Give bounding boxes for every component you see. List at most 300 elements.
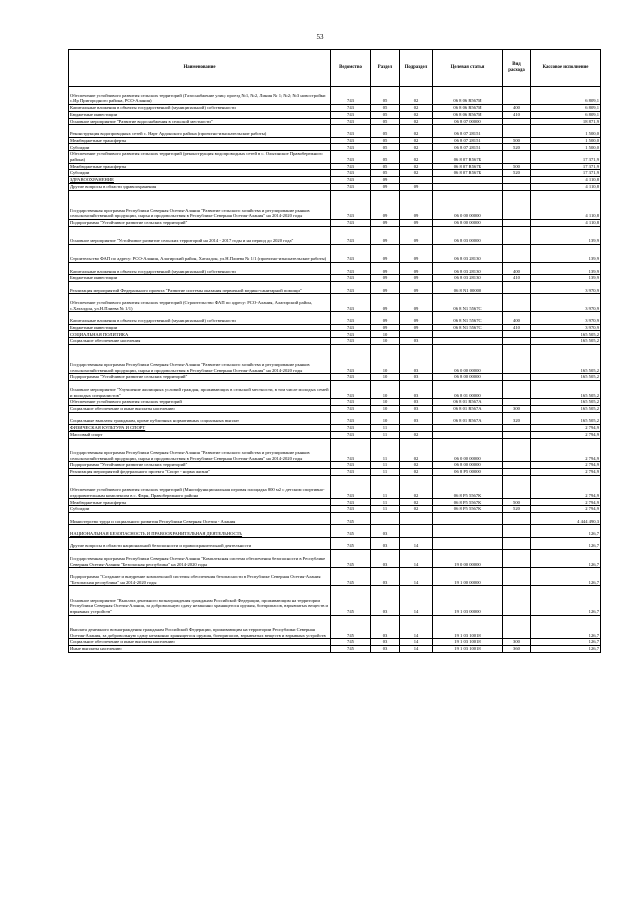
cell-target-article: 06 8 00 00000 (433, 219, 503, 226)
cell-expense-type (503, 190, 531, 219)
cell-expense-type (503, 331, 531, 338)
table-row (69, 244, 601, 262)
table-row (69, 87, 601, 105)
cell-section: 05 (371, 144, 400, 151)
table-row (69, 262, 601, 274)
cell-subsection: 02 (400, 438, 433, 462)
cell-expense-type: 400 (503, 262, 531, 274)
cell-name: Капитальные вложения в объекты государственной (муниципальной) собственности (69, 312, 331, 324)
cell-expense-type (503, 294, 531, 312)
cell-expense-type: 320 (503, 412, 531, 424)
cell-name: Основное мероприятие "Выплата денежного вознаграждения гражданам Российской Федерации, проживающим на территории Республики Северная Осетия-Алания, за добровольную сдачу незаконно хранящегося оружия, боеприпасов, взрывчатых веществ и взрывных устройств" (69, 586, 331, 615)
cell-name: Основное мероприятие "Улучшение жилищных условий граждан, проживающих в сельской местности, в том числе молодых семей и молодых специалистов" (69, 381, 331, 399)
cell-section: 03 (371, 586, 400, 615)
table-row (69, 190, 601, 219)
cell-section: 05 (371, 125, 400, 137)
cell-target-article: 19 1 00 00000 (433, 568, 503, 586)
cell-target-article (433, 331, 503, 338)
cell-subsection (400, 512, 433, 524)
header-section: Раздел (371, 50, 400, 87)
cell-section: 03 (371, 645, 400, 652)
cell-target-article: 06 8 N1 5567С (433, 312, 503, 324)
cell-cash-execution: 2 794,9 (531, 475, 601, 499)
cell-subsection: 03 (400, 412, 433, 424)
cell-ministry: 743 (331, 412, 371, 424)
cell-subsection: 14 (400, 537, 433, 549)
cell-name: Межбюджетные трансферты (69, 499, 331, 506)
cell-target-article: 06 8 07 R567Б (433, 170, 503, 177)
cell-subsection: 03 (400, 344, 433, 373)
cell-name: Другие вопросы в области здравоохранения (69, 183, 331, 190)
cell-ministry: 745 (331, 550, 371, 568)
cell-subsection: 09 (400, 183, 433, 190)
cell-target-article: 06 8 P5 5567К (433, 499, 503, 506)
cell-ministry: 743 (331, 118, 371, 125)
cell-name: Обеспечение устойчивого развития сельских территорий (Многофункциональная игровая площадка 800 м2 с детским спортивно-оздоровительным комплексом в с. Фарн, Правобережного района (69, 475, 331, 499)
cell-section: 03 (371, 537, 400, 549)
table-row (69, 170, 601, 177)
cell-name: Социальное обеспечение населения (69, 338, 331, 345)
table-row (69, 512, 601, 524)
cell-cash-execution: 2 794,9 (531, 468, 601, 475)
cell-subsection: 02 (400, 462, 433, 469)
cell-target-article (433, 183, 503, 190)
cell-ministry: 743 (331, 281, 371, 293)
cell-ministry: 745 (331, 645, 371, 652)
cell-cash-execution: 2 794,9 (531, 506, 601, 513)
cell-target-article: 06 8 07 R567Б (433, 163, 503, 170)
table-row (69, 438, 601, 462)
cell-section: 03 (371, 525, 400, 537)
cell-subsection: 02 (400, 151, 433, 163)
table-row (69, 399, 601, 406)
cell-name: ЗДРАВООХРАНЕНИЕ (69, 177, 331, 184)
table-row (69, 462, 601, 469)
cell-cash-execution: 3 970,9 (531, 294, 601, 312)
cell-cash-execution: 6 809,1 (531, 105, 601, 112)
cell-name: Социальные выплаты гражданам, кроме публичных нормативных социальных выплат (69, 412, 331, 424)
cell-name: Государственная программа Республики Северная Осетия-Алания "Развитие сельского хозяйства и регулирование рынков сельскохозяйственной продукции, сырья и продовольствия в Республике Северная Осетия-Алания" на 2014-2020 годы (69, 190, 331, 219)
cell-section: 10 (371, 405, 400, 412)
cell-name: Обеспечение устойчивого развития сельских территорий (Газоснабжение улиц: проезд №1, №2, Линия № 1; №2; №3 новостройки с.Ир Пригородного района, РСО-Алания) (69, 87, 331, 105)
cell-name: Подпрограмма "Устойчивое развитие сельских территорий" (69, 374, 331, 381)
table-row (69, 294, 601, 312)
cell-subsection: 02 (400, 170, 433, 177)
cell-expense-type: 300 (503, 405, 531, 412)
cell-name: Обеспечение устойчивого развития сельских территорий (69, 399, 331, 406)
cell-cash-execution: 6 809,1 (531, 87, 601, 105)
cell-ministry: 743 (331, 468, 371, 475)
cell-section: 11 (371, 468, 400, 475)
cell-ministry: 743 (331, 226, 371, 244)
cell-subsection: 09 (400, 324, 433, 331)
table-row (69, 312, 601, 324)
cell-target-article (433, 525, 503, 537)
cell-subsection: 02 (400, 137, 433, 144)
cell-cash-execution: 165 505,2 (531, 405, 601, 412)
cell-cash-execution: 126,7 (531, 525, 601, 537)
cell-subsection: 09 (400, 275, 433, 282)
table-row (69, 412, 601, 424)
cell-target-article: 06 8 00 00000 (433, 462, 503, 469)
budget-table (68, 49, 601, 653)
table-row (69, 525, 601, 537)
cell-subsection: 09 (400, 226, 433, 244)
cell-ministry: 745 (331, 639, 371, 646)
cell-expense-type (503, 462, 531, 469)
cell-expense-type (503, 344, 531, 373)
cell-section: 11 (371, 499, 400, 506)
cell-ministry: 743 (331, 275, 371, 282)
cell-cash-execution: 165 505,2 (531, 338, 601, 345)
cell-ministry: 743 (331, 381, 371, 399)
cell-name: Межбюджетные трансферты (69, 137, 331, 144)
cell-ministry: 743 (331, 405, 371, 412)
cell-subsection: 03 (400, 338, 433, 345)
cell-cash-execution: 1 500,0 (531, 144, 601, 151)
cell-target-article: 06 8 N1 00000 (433, 281, 503, 293)
cell-cash-execution: 1 500,0 (531, 125, 601, 137)
table-row (69, 615, 601, 639)
cell-section: 10 (371, 344, 400, 373)
cell-section: 09 (371, 244, 400, 262)
cell-expense-type (503, 118, 531, 125)
cell-section: 09 (371, 294, 400, 312)
cell-cash-execution: 18 871,9 (531, 118, 601, 125)
cell-section: 05 (371, 105, 400, 112)
cell-ministry: 743 (331, 219, 371, 226)
cell-name: Основное мероприятие "Развитие водоснабжения в сельской местности" (69, 118, 331, 125)
cell-subsection: 09 (400, 262, 433, 274)
cell-cash-execution: 126,7 (531, 550, 601, 568)
cell-subsection: 09 (400, 281, 433, 293)
cell-section: 11 (371, 431, 400, 438)
cell-name: Государственная программа Республики Северная Осетия-Алания "Развитие сельского хозяйства и регулирование рынков сельскохозяйственной продукции, сырья и продовольствия в Республике Северная Осетия-Алания" на 2014-2020 годы (69, 344, 331, 373)
cell-name: Социальное обеспечение и иные выплаты населению (69, 405, 331, 412)
table-row (69, 374, 601, 381)
table-row (69, 431, 601, 438)
table-row (69, 550, 601, 568)
cell-subsection: 03 (400, 405, 433, 412)
cell-cash-execution: 17 371,9 (531, 163, 601, 170)
cell-ministry: 743 (331, 87, 371, 105)
cell-name: Обеспечение устойчивого развития сельских территорий (Строительство ФАП по адресу: РСО-Алания, Алагирский район, с.Хаталдон, ул.Н.Плиева № 1/1) (69, 294, 331, 312)
cell-ministry: 743 (331, 151, 371, 163)
cell-cash-execution: 4 110,8 (531, 190, 601, 219)
cell-expense-type (503, 431, 531, 438)
cell-subsection: 02 (400, 125, 433, 137)
table-row (69, 499, 601, 506)
cell-subsection: 02 (400, 111, 433, 118)
cell-subsection (400, 177, 433, 184)
cell-name: Реконструкция водопроводных сетей с. Нарт Ардонского района (проектно-изыскательские работы) (69, 125, 331, 137)
cell-ministry: 743 (331, 506, 371, 513)
cell-subsection: 09 (400, 190, 433, 219)
cell-expense-type (503, 244, 531, 262)
cell-subsection: 02 (400, 87, 433, 105)
cell-name: Бюджетные инвестиции (69, 111, 331, 118)
table-row (69, 163, 601, 170)
table-row (69, 331, 601, 338)
cell-expense-type (503, 475, 531, 499)
cell-target-article: 19 1 03 10018 (433, 639, 503, 646)
cell-target-article: 06 0 00 00000 (433, 190, 503, 219)
cell-ministry: 745 (331, 615, 371, 639)
cell-name: Подпрограмма "Создание и внедрение комплексной системы обеспечения безопасности в Республике Северная Осетия-Алания "Безопасная республика" на 2014-2020 годы (69, 568, 331, 586)
cell-expense-type (503, 615, 531, 639)
cell-expense-type (503, 399, 531, 406)
cell-name: Иные выплаты населению (69, 645, 331, 652)
cell-subsection: 03 (400, 381, 433, 399)
cell-cash-execution: 4 110,8 (531, 177, 601, 184)
cell-target-article: 06 8 07 28151 (433, 125, 503, 137)
cell-ministry: 743 (331, 331, 371, 338)
cell-target-article: 06 8 06 R567И (433, 87, 503, 105)
cell-expense-type: 360 (503, 645, 531, 652)
cell-ministry: 743 (331, 399, 371, 406)
header-cash-execution: Кассовое исполнение (531, 50, 601, 87)
cell-section: 09 (371, 177, 400, 184)
cell-cash-execution: 165 505,2 (531, 331, 601, 338)
cell-section: 05 (371, 163, 400, 170)
header-target-article: Целевая статья (433, 50, 503, 87)
cell-subsection: 02 (400, 431, 433, 438)
cell-section: 09 (371, 226, 400, 244)
header-name: Наименование (69, 50, 331, 87)
cell-target-article: 06 8 07 28151 (433, 137, 503, 144)
table-row (69, 219, 601, 226)
cell-target-article: 06 8 06 R567И (433, 111, 503, 118)
cell-expense-type (503, 183, 531, 190)
cell-cash-execution: 126,7 (531, 586, 601, 615)
cell-expense-type: 400 (503, 105, 531, 112)
cell-cash-execution: 3 970,9 (531, 281, 601, 293)
cell-cash-execution: 165 505,2 (531, 344, 601, 373)
cell-name: Министерство труда и социального развития Республики Северная Осетия - Алания (69, 512, 331, 524)
cell-ministry: 743 (331, 244, 371, 262)
cell-name: Государственная программа Республики Северная Осетия-Алания "Развитие сельского хозяйства и регулирование рынков сельскохозяйственной продукции, сырья и продовольствия в Республике Северная Осетия-Алания" на 2014-2020 годы (69, 438, 331, 462)
table-row (69, 118, 601, 125)
cell-section: 09 (371, 275, 400, 282)
cell-cash-execution: 2 794,9 (531, 462, 601, 469)
cell-expense-type: 500 (503, 499, 531, 506)
cell-section: 10 (371, 412, 400, 424)
cell-subsection: 14 (400, 645, 433, 652)
table-row (69, 324, 601, 331)
cell-expense-type: 300 (503, 639, 531, 646)
cell-ministry: 743 (331, 105, 371, 112)
cell-cash-execution: 2 794,9 (531, 425, 601, 432)
cell-target-article (433, 431, 503, 438)
cell-section: 03 (371, 568, 400, 586)
cell-subsection: 02 (400, 499, 433, 506)
cell-name: Другие вопросы в области национальной безопасности и правоохранительной деятельности (69, 537, 331, 549)
table-row (69, 586, 601, 615)
cell-cash-execution: 6 809,1 (531, 111, 601, 118)
cell-cash-execution: 17 371,9 (531, 151, 601, 163)
cell-expense-type: 410 (503, 111, 531, 118)
cell-target-article: 06 8 00 00000 (433, 374, 503, 381)
cell-expense-type (503, 425, 531, 432)
cell-section: 11 (371, 506, 400, 513)
cell-cash-execution: 126,7 (531, 639, 601, 646)
cell-section: 03 (371, 615, 400, 639)
cell-expense-type (503, 226, 531, 244)
cell-subsection (400, 425, 433, 432)
cell-name: Строительство ФАП по адресу: РСО-Алания, Алагирский район, Хаталдон, ул.Н.Плиева № 1/1 (проектно-изыскательские работы) (69, 244, 331, 262)
cell-cash-execution: 3 970,9 (531, 324, 601, 331)
cell-section: 11 (371, 438, 400, 462)
cell-section: 09 (371, 281, 400, 293)
cell-name: Субсидии (69, 506, 331, 513)
cell-subsection: 09 (400, 294, 433, 312)
cell-name: Выплата денежного вознаграждения гражданам Российской Федерации, проживающим на территории Республики Северная Осетия-Алания, за добровольную сдачу незаконно хранящегося оружия, боеприпасов, взрывчатых веществ и взрывных устройств (69, 615, 331, 639)
cell-cash-execution: 139,9 (531, 262, 601, 274)
cell-target-article: 06 8 06 R567И (433, 105, 503, 112)
cell-cash-execution: 139,9 (531, 275, 601, 282)
cell-cash-execution: 3 970,9 (531, 312, 601, 324)
cell-expense-type (503, 338, 531, 345)
cell-cash-execution: 17 371,9 (531, 170, 601, 177)
cell-ministry: 743 (331, 344, 371, 373)
cell-expense-type (503, 177, 531, 184)
cell-ministry: 743 (331, 431, 371, 438)
cell-subsection: 03 (400, 374, 433, 381)
cell-section: 09 (371, 324, 400, 331)
cell-expense-type: 400 (503, 312, 531, 324)
cell-expense-type (503, 281, 531, 293)
cell-section: 09 (371, 219, 400, 226)
table-row (69, 645, 601, 652)
table-row (69, 144, 601, 151)
cell-target-article: 19 1 03 10018 (433, 615, 503, 639)
cell-ministry: 743 (331, 499, 371, 506)
cell-ministry: 745 (331, 586, 371, 615)
cell-section: 05 (371, 118, 400, 125)
cell-target-article: 06 8 01 R567А (433, 399, 503, 406)
cell-name: Субсидии (69, 144, 331, 151)
cell-ministry: 745 (331, 512, 371, 524)
cell-ministry: 743 (331, 425, 371, 432)
cell-ministry: 743 (331, 111, 371, 118)
cell-target-article: 06 8 N1 5567С (433, 324, 503, 331)
cell-target-article: 19 1 03 00000 (433, 586, 503, 615)
cell-name: Капитальные вложения в объекты государственной (муниципальной) собственности (69, 262, 331, 274)
cell-cash-execution: 165 505,2 (531, 412, 601, 424)
cell-ministry: 743 (331, 374, 371, 381)
cell-expense-type: 500 (503, 163, 531, 170)
cell-target-article: 19 0 00 00000 (433, 550, 503, 568)
table-row (69, 137, 601, 144)
cell-expense-type (503, 468, 531, 475)
cell-expense-type (503, 537, 531, 549)
cell-target-article (433, 537, 503, 549)
cell-target-article: 06 8 N1 5567С (433, 294, 503, 312)
cell-section: 05 (371, 137, 400, 144)
table-row (69, 151, 601, 163)
cell-section: 10 (371, 338, 400, 345)
cell-section: 09 (371, 183, 400, 190)
cell-expense-type (503, 568, 531, 586)
cell-ministry: 745 (331, 537, 371, 549)
cell-section: 10 (371, 381, 400, 399)
cell-name: Основное мероприятие "Устойчивое развитие сельских территорий на 2014 - 2017 годы и на период до 2020 года" (69, 226, 331, 244)
cell-ministry: 743 (331, 324, 371, 331)
cell-expense-type: 520 (503, 506, 531, 513)
table-row (69, 275, 601, 282)
cell-subsection: 09 (400, 244, 433, 262)
cell-name: Подпрограмма "Устойчивое развитие сельских территорий" (69, 219, 331, 226)
cell-section: 05 (371, 151, 400, 163)
cell-cash-execution: 165 505,2 (531, 374, 601, 381)
cell-target-article: 06 0 00 00000 (433, 438, 503, 462)
cell-cash-execution: 2 794,9 (531, 499, 601, 506)
cell-section: 10 (371, 399, 400, 406)
cell-target-article: 19 1 03 10018 (433, 645, 503, 652)
cell-target-article: 06 8 P5 00000 (433, 468, 503, 475)
cell-ministry: 743 (331, 294, 371, 312)
cell-expense-type (503, 125, 531, 137)
table-row (69, 177, 601, 184)
cell-subsection: 03 (400, 399, 433, 406)
cell-target-article: 06 0 00 00000 (433, 344, 503, 373)
cell-section: 03 (371, 639, 400, 646)
cell-name: Массовый спорт (69, 431, 331, 438)
cell-expense-type: 410 (503, 324, 531, 331)
cell-subsection: 02 (400, 506, 433, 513)
cell-section: 03 (371, 550, 400, 568)
table-row (69, 568, 601, 586)
table-row (69, 183, 601, 190)
cell-cash-execution: 139,9 (531, 226, 601, 244)
cell-expense-type (503, 151, 531, 163)
cell-section: 09 (371, 190, 400, 219)
cell-expense-type (503, 512, 531, 524)
cell-subsection: 02 (400, 144, 433, 151)
cell-ministry: 743 (331, 190, 371, 219)
cell-ministry: 743 (331, 262, 371, 274)
cell-target-article: 06 8 07 28151 (433, 144, 503, 151)
cell-cash-execution: 2 794,9 (531, 431, 601, 438)
cell-section: 09 (371, 312, 400, 324)
cell-name: ФИЗИЧЕСКАЯ КУЛЬТУРА И СПОРТ (69, 425, 331, 432)
cell-cash-execution: 165 505,2 (531, 381, 601, 399)
cell-name: Капитальные вложения в объекты государственной (муниципальной) собственности (69, 105, 331, 112)
cell-target-article: 06 8 03 28130 (433, 262, 503, 274)
table-row (69, 405, 601, 412)
page-number: 53 (316, 33, 324, 41)
table-row (69, 338, 601, 345)
cell-subsection: 14 (400, 615, 433, 639)
cell-name: Реализация мероприятий Федерального проекта "Развитие системы оказания первичной медико-санитарной помощи" (69, 281, 331, 293)
cell-ministry: 743 (331, 170, 371, 177)
cell-target-article (433, 512, 503, 524)
cell-section: 10 (371, 331, 400, 338)
cell-section: 05 (371, 170, 400, 177)
table-row (69, 475, 601, 499)
cell-expense-type (503, 586, 531, 615)
cell-ministry: 743 (331, 338, 371, 345)
cell-target-article: 06 8 01 00000 (433, 381, 503, 399)
cell-name: Субсидии (69, 170, 331, 177)
cell-ministry: 743 (331, 125, 371, 137)
cell-target-article: 06 8 P5 5567К (433, 475, 503, 499)
table-row (69, 125, 601, 137)
cell-section: 05 (371, 111, 400, 118)
cell-cash-execution: 4 110,8 (531, 219, 601, 226)
cell-name: Межбюджетные трансферты (69, 163, 331, 170)
cell-section: 11 (371, 462, 400, 469)
